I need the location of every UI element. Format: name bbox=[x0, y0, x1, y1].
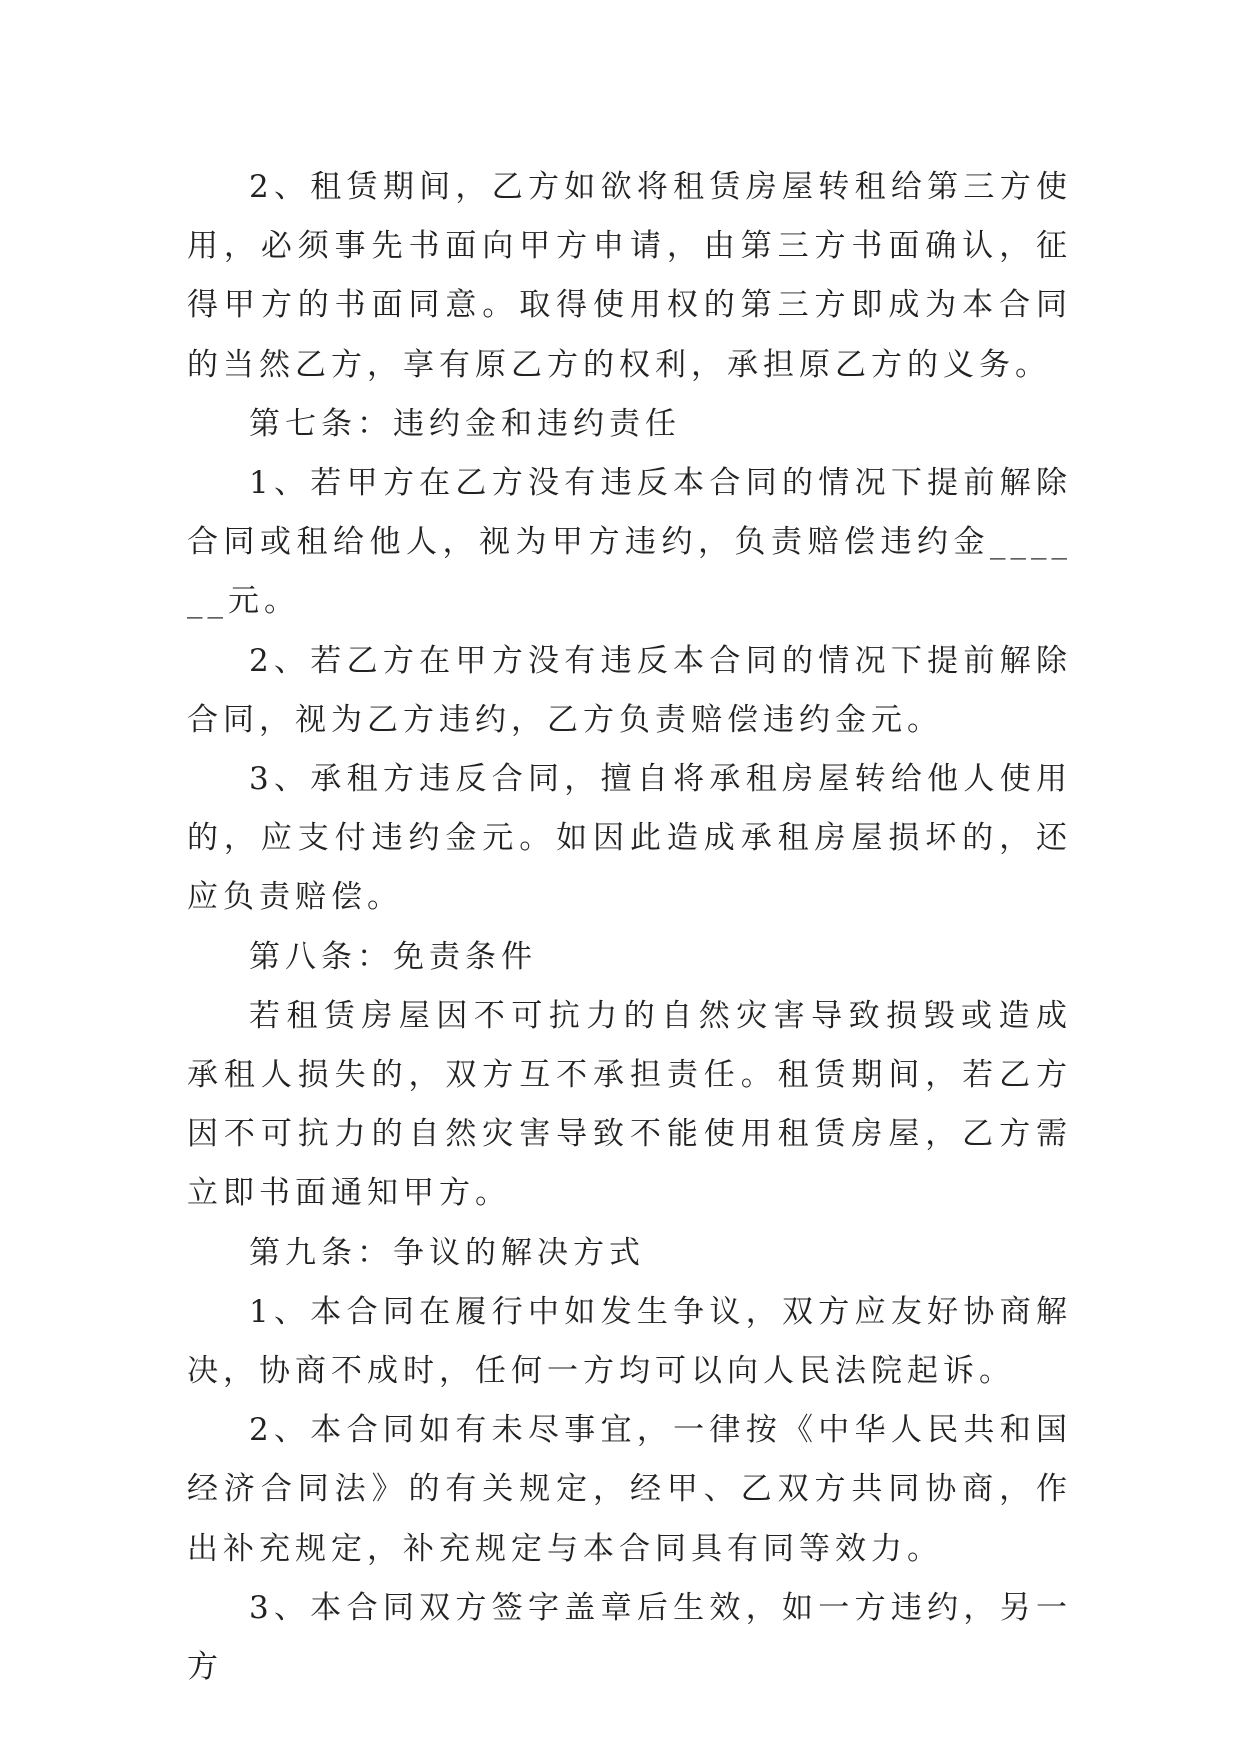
document-body bbox=[187, 158, 1072, 1697]
clause-6-item-2: 2、租赁期间，乙方如欲将租赁房屋转租给第三方使用，必须事先书面向甲方申请，由第三方书面确认，征得甲方的书面同意。取得使用权的第三方即成为本合同的当然乙方，享有原乙方的权利，承担原乙方的义务。 bbox=[187, 169, 1072, 383]
clause-8-body: 若租赁房屋因不可抗力的自然灾害导致损毁或造成承租人损失的，双方互不承担责任。租赁期间，若乙方因不可抗力的自然灾害导致不能使用租赁房屋，乙方需立即书面通知甲方。 bbox=[187, 997, 1072, 1212]
article-7-heading: 第七条：违约金和违约责任 bbox=[249, 405, 681, 442]
article-9-heading: 第九条：争议的解决方式 bbox=[249, 1234, 645, 1271]
clause-9-item-1: 1、本合同在履行中如发生争议，双方应友好协商解决，协商不成时，任何一方均可以向人民法院起诉。 bbox=[187, 1293, 1072, 1390]
clause-9-item-3: 3、本合同双方签字盖章后生效，如一方违约，另一方 bbox=[187, 1589, 1072, 1686]
clause-7-item-1: 1、若甲方在乙方没有违反本合同的情况下提前解除合同或租给他人，视为甲方违约，负责赔偿违约金______元。 bbox=[187, 465, 1072, 620]
clause-7-item-3: 3、承租方违反合同，擅自将承租房屋转给他人使用的，应支付违约金元。如因此造成承租房屋损坏的，还应负责赔偿。 bbox=[187, 761, 1072, 916]
article-8-heading: 第八条：免责条件 bbox=[249, 938, 537, 975]
clause-7-item-2: 2、若乙方在甲方没有违反本合同的情况下提前解除合同，视为乙方违约，乙方负责赔偿违约金元。 bbox=[187, 642, 1072, 738]
clause-9-item-2: 2、本合同如有未尽事宜，一律按《中华人民共和国经济合同法》的有关规定，经甲、乙双方共同协商，作出补充规定，补充规定与本合同具有同等效力。 bbox=[187, 1412, 1072, 1567]
